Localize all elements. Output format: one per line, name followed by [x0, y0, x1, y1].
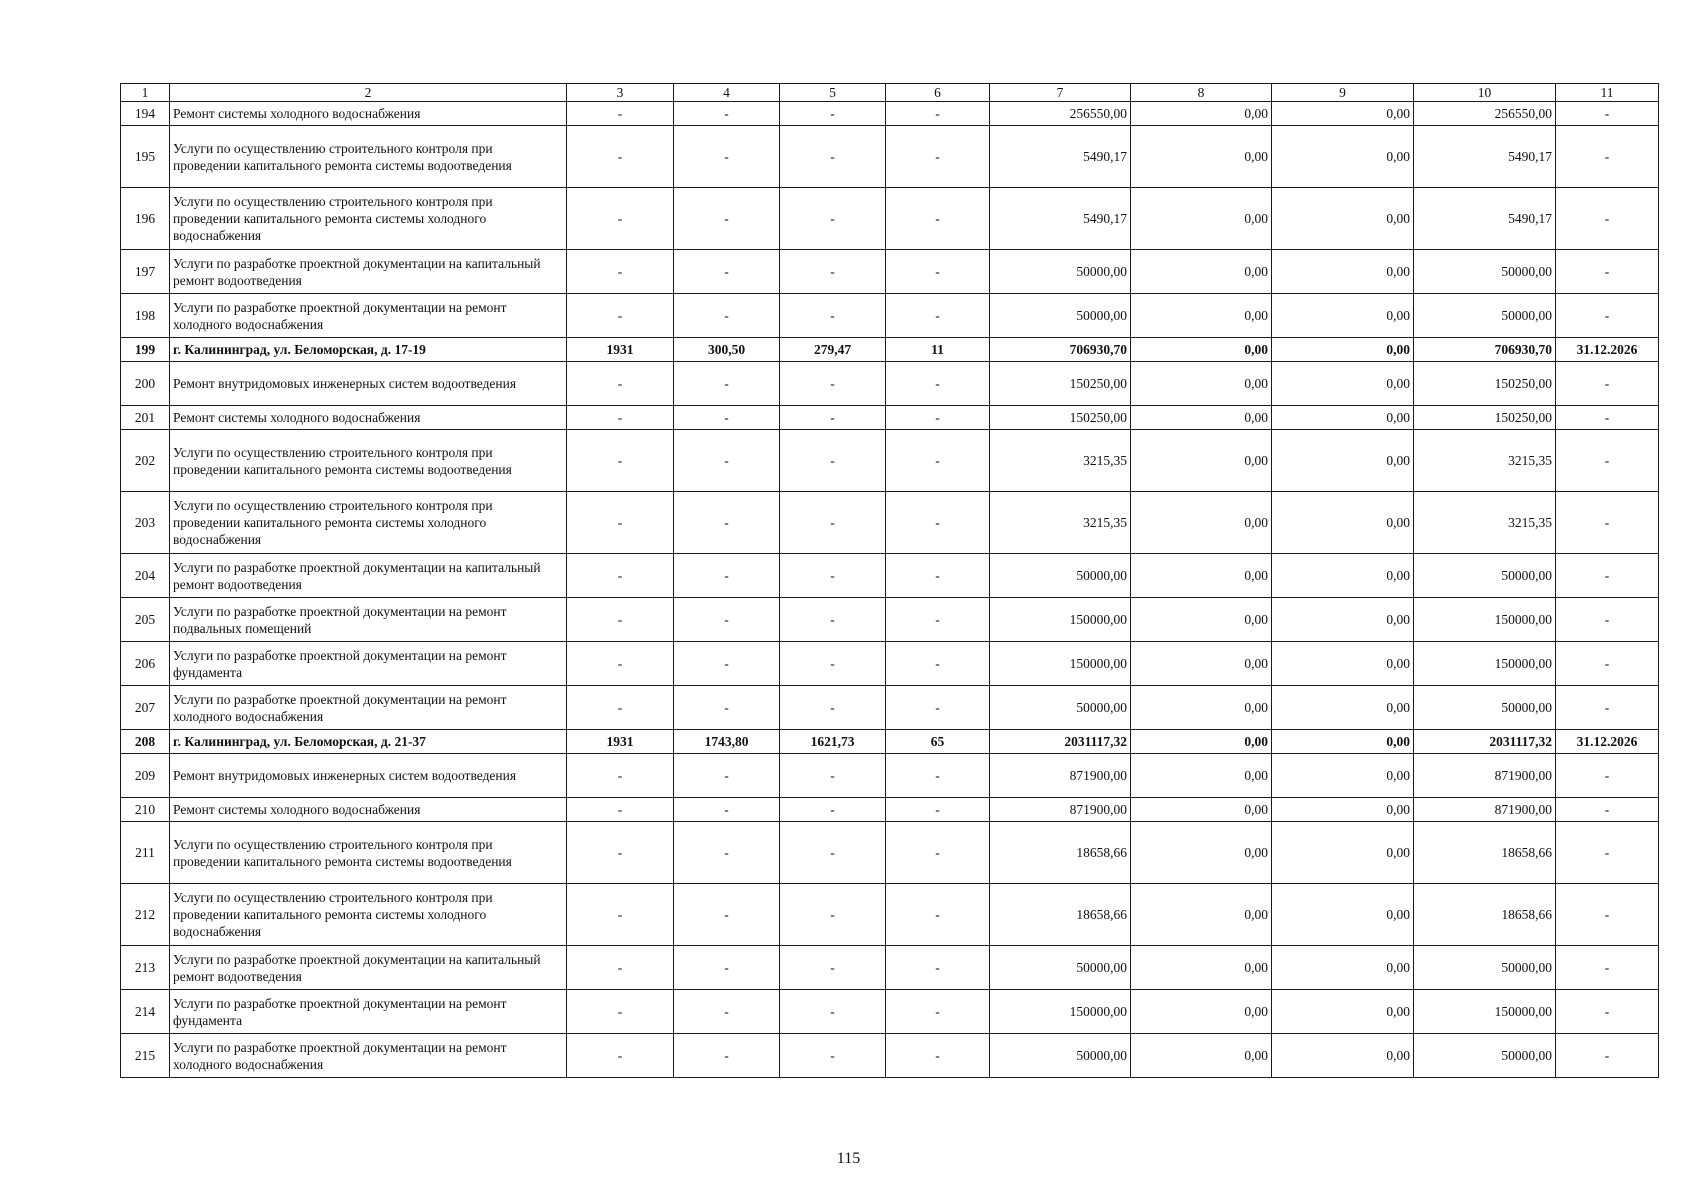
total-area-cell: -: [674, 946, 780, 990]
total-cost-cell: 50000,00: [990, 294, 1131, 338]
owners-cost-cell: 5490,17: [1414, 126, 1556, 188]
row-number-cell: 208: [121, 730, 170, 754]
row-number-cell: 202: [121, 430, 170, 492]
living-area-cell: -: [780, 406, 886, 430]
row-number-cell: 196: [121, 188, 170, 250]
deadline-cell: -: [1556, 250, 1659, 294]
total-area-cell: -: [674, 798, 780, 822]
living-area-cell: -: [780, 126, 886, 188]
deadline-cell: -: [1556, 822, 1659, 884]
residents-cell: -: [886, 798, 990, 822]
total-area-cell: -: [674, 822, 780, 884]
living-area-cell: -: [780, 1034, 886, 1078]
deadline-cell: -: [1556, 294, 1659, 338]
work-name-cell: Услуги по разработке проектной документации на ремонт подвальных помещений: [170, 598, 567, 642]
fund-cost-cell: 0,00: [1131, 798, 1272, 822]
owners-cost-cell: 150000,00: [1414, 990, 1556, 1034]
total-area-cell: -: [674, 102, 780, 126]
owners-cost-cell: 5490,17: [1414, 188, 1556, 250]
budget-cost-cell: 0,00: [1272, 730, 1414, 754]
total-cost-cell: 18658,66: [990, 822, 1131, 884]
owners-cost-cell: 50000,00: [1414, 1034, 1556, 1078]
row-number-cell: 213: [121, 946, 170, 990]
total-area-cell: -: [674, 884, 780, 946]
living-area-cell: -: [780, 598, 886, 642]
total-cost-cell: 50000,00: [990, 250, 1131, 294]
deadline-cell: -: [1556, 406, 1659, 430]
residents-cell: -: [886, 754, 990, 798]
row-number-cell: 203: [121, 492, 170, 554]
total-cost-cell: 871900,00: [990, 798, 1131, 822]
living-area-cell: -: [780, 990, 886, 1034]
residents-cell: -: [886, 598, 990, 642]
address-total-row: [121, 730, 1659, 754]
total-area-cell: 300,50: [674, 338, 780, 362]
fund-cost-cell: 0,00: [1131, 338, 1272, 362]
table-row: [121, 884, 1659, 946]
residents-cell: -: [886, 492, 990, 554]
table-row: [121, 822, 1659, 884]
fund-cost-cell: 0,00: [1131, 642, 1272, 686]
owners-cost-cell: 50000,00: [1414, 294, 1556, 338]
year-cell: -: [567, 294, 674, 338]
table-row: [121, 1034, 1659, 1078]
column-number-cell: 6: [886, 84, 990, 102]
year-cell: -: [567, 1034, 674, 1078]
total-cost-cell: 18658,66: [990, 884, 1131, 946]
year-cell: -: [567, 822, 674, 884]
total-area-cell: -: [674, 188, 780, 250]
owners-cost-cell: 3215,35: [1414, 430, 1556, 492]
budget-cost-cell: 0,00: [1272, 822, 1414, 884]
budget-cost-cell: 0,00: [1272, 946, 1414, 990]
fund-cost-cell: 0,00: [1131, 554, 1272, 598]
row-number-cell: 212: [121, 884, 170, 946]
owners-cost-cell: 150250,00: [1414, 362, 1556, 406]
column-number-cell: 1: [121, 84, 170, 102]
deadline-cell: -: [1556, 946, 1659, 990]
living-area-cell: -: [780, 294, 886, 338]
living-area-cell: -: [780, 554, 886, 598]
fund-cost-cell: 0,00: [1131, 754, 1272, 798]
work-name-cell: Услуги по осуществлению строительного контроля при проведении капитального ремонта системы холодного водоснабжения: [170, 884, 567, 946]
total-area-cell: -: [674, 642, 780, 686]
year-cell: -: [567, 492, 674, 554]
table-row: [121, 990, 1659, 1034]
total-cost-cell: 871900,00: [990, 754, 1131, 798]
owners-cost-cell: 256550,00: [1414, 102, 1556, 126]
living-area-cell: -: [780, 798, 886, 822]
budget-cost-cell: 0,00: [1272, 406, 1414, 430]
budget-cost-cell: 0,00: [1272, 362, 1414, 406]
deadline-cell: -: [1556, 430, 1659, 492]
deadline-cell: -: [1556, 754, 1659, 798]
year-cell: -: [567, 362, 674, 406]
row-number-cell: 214: [121, 990, 170, 1034]
total-area-cell: -: [674, 362, 780, 406]
fund-cost-cell: 0,00: [1131, 126, 1272, 188]
living-area-cell: -: [780, 188, 886, 250]
deadline-cell: -: [1556, 642, 1659, 686]
table-row: [121, 642, 1659, 686]
living-area-cell: -: [780, 822, 886, 884]
total-cost-cell: 3215,35: [990, 492, 1131, 554]
total-cost-cell: 50000,00: [990, 1034, 1131, 1078]
year-cell: 1931: [567, 338, 674, 362]
row-number-cell: 215: [121, 1034, 170, 1078]
owners-cost-cell: 50000,00: [1414, 250, 1556, 294]
deadline-cell: -: [1556, 990, 1659, 1034]
year-cell: -: [567, 430, 674, 492]
living-area-cell: -: [780, 430, 886, 492]
fund-cost-cell: 0,00: [1131, 990, 1272, 1034]
living-area-cell: -: [780, 492, 886, 554]
row-number-cell: 210: [121, 798, 170, 822]
total-area-cell: -: [674, 686, 780, 730]
work-name-cell: Ремонт внутридомовых инженерных систем водоотведения: [170, 754, 567, 798]
living-area-cell: 279,47: [780, 338, 886, 362]
year-cell: -: [567, 884, 674, 946]
row-number-cell: 200: [121, 362, 170, 406]
owners-cost-cell: 50000,00: [1414, 946, 1556, 990]
work-name-cell: Ремонт системы холодного водоснабжения: [170, 798, 567, 822]
work-name-cell: Услуги по разработке проектной документации на капитальный ремонт водоотведения: [170, 946, 567, 990]
page-number: 115: [836, 1150, 861, 1167]
table-row: [121, 126, 1659, 188]
residents-cell: -: [886, 990, 990, 1034]
owners-cost-cell: 3215,35: [1414, 492, 1556, 554]
work-name-cell: Услуги по разработке проектной документации на ремонт фундамента: [170, 642, 567, 686]
work-name-cell: Ремонт системы холодного водоснабжения: [170, 102, 567, 126]
owners-cost-cell: 871900,00: [1414, 754, 1556, 798]
year-cell: -: [567, 188, 674, 250]
owners-cost-cell: 50000,00: [1414, 554, 1556, 598]
total-cost-cell: 50000,00: [990, 686, 1131, 730]
total-cost-cell: 150000,00: [990, 642, 1131, 686]
row-number-cell: 205: [121, 598, 170, 642]
living-area-cell: -: [780, 102, 886, 126]
budget-cost-cell: 0,00: [1272, 338, 1414, 362]
budget-cost-cell: 0,00: [1272, 554, 1414, 598]
work-name-cell: Услуги по осуществлению строительного контроля при проведении капитального ремонта системы водоотведения: [170, 822, 567, 884]
residents-cell: -: [886, 822, 990, 884]
fund-cost-cell: 0,00: [1131, 686, 1272, 730]
total-cost-cell: 50000,00: [990, 946, 1131, 990]
budget-cost-cell: 0,00: [1272, 686, 1414, 730]
living-area-cell: -: [780, 250, 886, 294]
year-cell: -: [567, 250, 674, 294]
table-row: [121, 492, 1659, 554]
work-name-cell: Услуги по разработке проектной документации на ремонт фундамента: [170, 990, 567, 1034]
row-number-cell: 195: [121, 126, 170, 188]
total-area-cell: -: [674, 554, 780, 598]
residents-cell: -: [886, 946, 990, 990]
residents-cell: -: [886, 686, 990, 730]
total-area-cell: -: [674, 406, 780, 430]
owners-cost-cell: 50000,00: [1414, 686, 1556, 730]
fund-cost-cell: 0,00: [1131, 102, 1272, 126]
living-area-cell: -: [780, 362, 886, 406]
budget-cost-cell: 0,00: [1272, 598, 1414, 642]
deadline-cell: -: [1556, 362, 1659, 406]
residents-cell: 11: [886, 338, 990, 362]
row-number-cell: 194: [121, 102, 170, 126]
residents-cell: -: [886, 430, 990, 492]
deadline-cell: 31.12.2026: [1556, 338, 1659, 362]
deadline-cell: -: [1556, 686, 1659, 730]
total-area-cell: 1743,80: [674, 730, 780, 754]
year-cell: -: [567, 598, 674, 642]
budget-cost-cell: 0,00: [1272, 754, 1414, 798]
total-area-cell: -: [674, 492, 780, 554]
residents-cell: -: [886, 188, 990, 250]
total-area-cell: -: [674, 990, 780, 1034]
fund-cost-cell: 0,00: [1131, 362, 1272, 406]
year-cell: -: [567, 990, 674, 1034]
deadline-cell: -: [1556, 1034, 1659, 1078]
living-area-cell: -: [780, 642, 886, 686]
total-area-cell: -: [674, 250, 780, 294]
residents-cell: 65: [886, 730, 990, 754]
fund-cost-cell: 0,00: [1131, 406, 1272, 430]
year-cell: -: [567, 754, 674, 798]
residents-cell: -: [886, 642, 990, 686]
row-number-cell: 198: [121, 294, 170, 338]
total-area-cell: -: [674, 430, 780, 492]
budget-cost-cell: 0,00: [1272, 430, 1414, 492]
year-cell: -: [567, 642, 674, 686]
deadline-cell: -: [1556, 884, 1659, 946]
budget-cost-cell: 0,00: [1272, 294, 1414, 338]
table-row: [121, 294, 1659, 338]
budget-cost-cell: 0,00: [1272, 250, 1414, 294]
year-cell: 1931: [567, 730, 674, 754]
budget-cost-cell: 0,00: [1272, 884, 1414, 946]
fund-cost-cell: 0,00: [1131, 294, 1272, 338]
budget-cost-cell: 0,00: [1272, 126, 1414, 188]
total-cost-cell: 706930,70: [990, 338, 1131, 362]
table-row: [121, 102, 1659, 126]
total-cost-cell: 5490,17: [990, 188, 1131, 250]
row-number-cell: 204: [121, 554, 170, 598]
budget-cost-cell: 0,00: [1272, 102, 1414, 126]
total-cost-cell: 2031117,32: [990, 730, 1131, 754]
owners-cost-cell: 150000,00: [1414, 598, 1556, 642]
fund-cost-cell: 0,00: [1131, 1034, 1272, 1078]
total-cost-cell: 150250,00: [990, 362, 1131, 406]
table-row: [121, 686, 1659, 730]
fund-cost-cell: 0,00: [1131, 492, 1272, 554]
residents-cell: -: [886, 406, 990, 430]
work-name-cell: Услуги по разработке проектной документации на капитальный ремонт водоотведения: [170, 250, 567, 294]
address-total-row: [121, 338, 1659, 362]
owners-cost-cell: 871900,00: [1414, 798, 1556, 822]
work-name-cell: Услуги по осуществлению строительного контроля при проведении капитального ремонта системы водоотведения: [170, 126, 567, 188]
work-name-cell: Услуги по разработке проектной документации на ремонт холодного водоснабжения: [170, 294, 567, 338]
owners-cost-cell: 18658,66: [1414, 822, 1556, 884]
deadline-cell: -: [1556, 598, 1659, 642]
column-number-cell: 11: [1556, 84, 1659, 102]
owners-cost-cell: 150000,00: [1414, 642, 1556, 686]
residents-cell: -: [886, 294, 990, 338]
fund-cost-cell: 0,00: [1131, 598, 1272, 642]
year-cell: -: [567, 554, 674, 598]
row-number-cell: 206: [121, 642, 170, 686]
table-row: [121, 362, 1659, 406]
column-number-cell: 7: [990, 84, 1131, 102]
budget-cost-cell: 0,00: [1272, 492, 1414, 554]
year-cell: -: [567, 126, 674, 188]
deadline-cell: -: [1556, 126, 1659, 188]
work-name-cell: Услуги по разработке проектной документации на ремонт холодного водоснабжения: [170, 1034, 567, 1078]
fund-cost-cell: 0,00: [1131, 188, 1272, 250]
deadline-cell: -: [1556, 492, 1659, 554]
living-area-cell: -: [780, 686, 886, 730]
works-table: [120, 83, 1659, 1078]
table-row: [121, 754, 1659, 798]
total-cost-cell: 256550,00: [990, 102, 1131, 126]
column-number-cell: 9: [1272, 84, 1414, 102]
year-cell: -: [567, 406, 674, 430]
year-cell: -: [567, 798, 674, 822]
table-row: [121, 946, 1659, 990]
deadline-cell: -: [1556, 554, 1659, 598]
living-area-cell: -: [780, 754, 886, 798]
table-row: [121, 430, 1659, 492]
column-number-row: [121, 84, 1659, 102]
column-number-cell: 5: [780, 84, 886, 102]
budget-cost-cell: 0,00: [1272, 188, 1414, 250]
fund-cost-cell: 0,00: [1131, 250, 1272, 294]
table-row: [121, 250, 1659, 294]
residents-cell: -: [886, 554, 990, 598]
deadline-cell: -: [1556, 798, 1659, 822]
work-name-cell: Услуги по осуществлению строительного контроля при проведении капитального ремонта системы водоотведения: [170, 430, 567, 492]
work-name-cell: Ремонт системы холодного водоснабжения: [170, 406, 567, 430]
work-name-cell: Ремонт внутридомовых инженерных систем водоотведения: [170, 362, 567, 406]
total-area-cell: -: [674, 294, 780, 338]
year-cell: -: [567, 946, 674, 990]
year-cell: -: [567, 102, 674, 126]
fund-cost-cell: 0,00: [1131, 430, 1272, 492]
residents-cell: -: [886, 884, 990, 946]
column-number-cell: 2: [170, 84, 567, 102]
row-number-cell: 207: [121, 686, 170, 730]
deadline-cell: 31.12.2026: [1556, 730, 1659, 754]
table-row: [121, 188, 1659, 250]
fund-cost-cell: 0,00: [1131, 884, 1272, 946]
total-cost-cell: 5490,17: [990, 126, 1131, 188]
residents-cell: -: [886, 126, 990, 188]
owners-cost-cell: 18658,66: [1414, 884, 1556, 946]
row-number-cell: 209: [121, 754, 170, 798]
work-name-cell: г. Калининград, ул. Беломорская, д. 21-37: [170, 730, 567, 754]
table-row: [121, 598, 1659, 642]
living-area-cell: 1621,73: [780, 730, 886, 754]
work-name-cell: Услуги по разработке проектной документации на капитальный ремонт водоотведения: [170, 554, 567, 598]
residents-cell: -: [886, 362, 990, 406]
budget-cost-cell: 0,00: [1272, 798, 1414, 822]
deadline-cell: -: [1556, 102, 1659, 126]
owners-cost-cell: 150250,00: [1414, 406, 1556, 430]
row-number-cell: 201: [121, 406, 170, 430]
total-area-cell: -: [674, 598, 780, 642]
fund-cost-cell: 0,00: [1131, 822, 1272, 884]
total-cost-cell: 3215,35: [990, 430, 1131, 492]
column-number-cell: 4: [674, 84, 780, 102]
work-name-cell: Услуги по осуществлению строительного контроля при проведении капитального ремонта системы холодного водоснабжения: [170, 492, 567, 554]
residents-cell: -: [886, 250, 990, 294]
total-area-cell: -: [674, 126, 780, 188]
fund-cost-cell: 0,00: [1131, 730, 1272, 754]
year-cell: -: [567, 686, 674, 730]
total-cost-cell: 150000,00: [990, 598, 1131, 642]
deadline-cell: -: [1556, 188, 1659, 250]
total-area-cell: -: [674, 754, 780, 798]
fund-cost-cell: 0,00: [1131, 946, 1272, 990]
budget-cost-cell: 0,00: [1272, 642, 1414, 686]
work-name-cell: Услуги по осуществлению строительного контроля при проведении капитального ремонта системы холодного водоснабжения: [170, 188, 567, 250]
total-cost-cell: 150250,00: [990, 406, 1131, 430]
column-number-cell: 10: [1414, 84, 1556, 102]
row-number-cell: 197: [121, 250, 170, 294]
total-area-cell: -: [674, 1034, 780, 1078]
table-row: [121, 798, 1659, 822]
living-area-cell: -: [780, 884, 886, 946]
residents-cell: -: [886, 1034, 990, 1078]
total-cost-cell: 150000,00: [990, 990, 1131, 1034]
budget-cost-cell: 0,00: [1272, 990, 1414, 1034]
column-number-cell: 3: [567, 84, 674, 102]
living-area-cell: -: [780, 946, 886, 990]
work-name-cell: г. Калининград, ул. Беломорская, д. 17-19: [170, 338, 567, 362]
total-cost-cell: 50000,00: [990, 554, 1131, 598]
owners-cost-cell: 706930,70: [1414, 338, 1556, 362]
work-name-cell: Услуги по разработке проектной документации на ремонт холодного водоснабжения: [170, 686, 567, 730]
residents-cell: -: [886, 102, 990, 126]
row-number-cell: 199: [121, 338, 170, 362]
row-number-cell: 211: [121, 822, 170, 884]
table-row: [121, 554, 1659, 598]
owners-cost-cell: 2031117,32: [1414, 730, 1556, 754]
table-row: [121, 406, 1659, 430]
budget-cost-cell: 0,00: [1272, 1034, 1414, 1078]
column-number-cell: 8: [1131, 84, 1272, 102]
